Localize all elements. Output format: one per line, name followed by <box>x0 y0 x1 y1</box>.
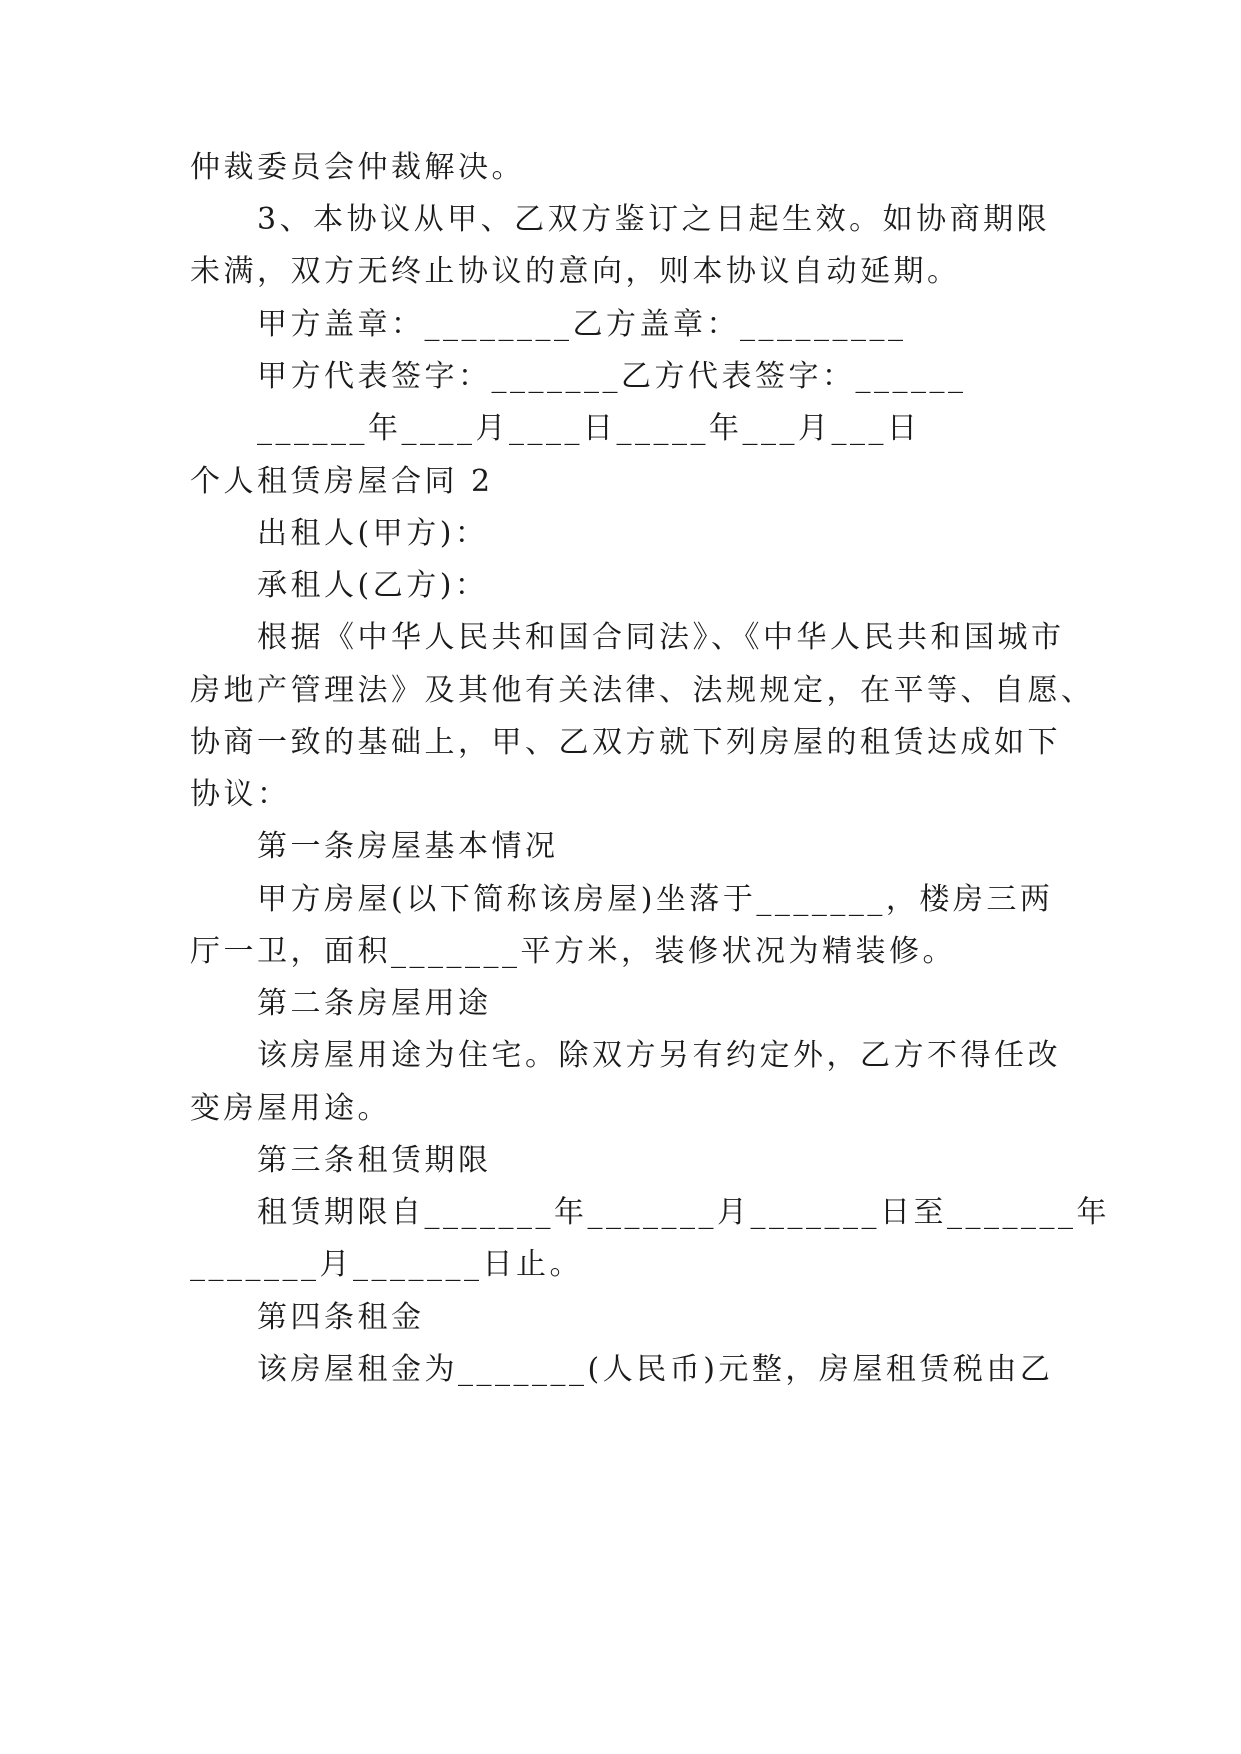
text-line: 未满，双方无终止协议的意向，则本协议自动延期。 <box>190 254 961 289</box>
clause-heading: 第二条房屋用途 <box>257 986 492 1021</box>
text-line: 甲方代表签字：_______乙方代表签字：______ <box>257 359 967 394</box>
text-line: 协商一致的基础上，甲、乙双方就下列房屋的租赁达成如下 <box>190 725 1061 760</box>
text-line: 出租人(甲方)： <box>257 516 489 551</box>
section-title: 个人租赁房屋合同 2 <box>190 464 494 499</box>
clause-heading: 第四条租金 <box>257 1300 425 1335</box>
text-line: 协议： <box>190 777 291 812</box>
clause-heading: 第三条租赁期限 <box>257 1143 492 1178</box>
text-line: 仲裁委员会仲裁解决。 <box>190 150 525 185</box>
text-line: 该房屋租金为_______(人民币)元整，房屋租赁税由乙 <box>257 1352 1054 1387</box>
text-line: 甲方盖章：________乙方盖章：_________ <box>257 307 907 342</box>
text-line: 该房屋用途为住宅。除双方另有约定外，乙方不得任改 <box>257 1038 1061 1073</box>
text-line: 房地产管理法》及其他有关法律、法规规定，在平等、自愿、 <box>190 673 1095 708</box>
text-line: 变房屋用途。 <box>190 1091 391 1126</box>
text-line: 根据《中华人民共和国合同法》、《中华人民共和国城市 <box>257 620 1065 655</box>
clause-heading: 第一条房屋基本情况 <box>257 829 559 864</box>
text-line: 甲方房屋(以下简称该房屋)坐落于_______，楼房三两 <box>257 882 1054 917</box>
text-line: _______月_______日止。 <box>190 1247 583 1282</box>
text-line: 租赁期限自_______年_______月_______日至_______年 <box>257 1195 1110 1230</box>
text-line: 3、本协议从甲、乙双方鉴订之日起生效。如协商期限 <box>257 202 1051 237</box>
text-line: 厅一卫，面积_______平方米，装修状况为精装修。 <box>190 934 956 969</box>
text-line: 承租人(乙方)： <box>257 568 489 603</box>
text-line: ______年____月____日_____年___月___日 <box>257 411 921 446</box>
